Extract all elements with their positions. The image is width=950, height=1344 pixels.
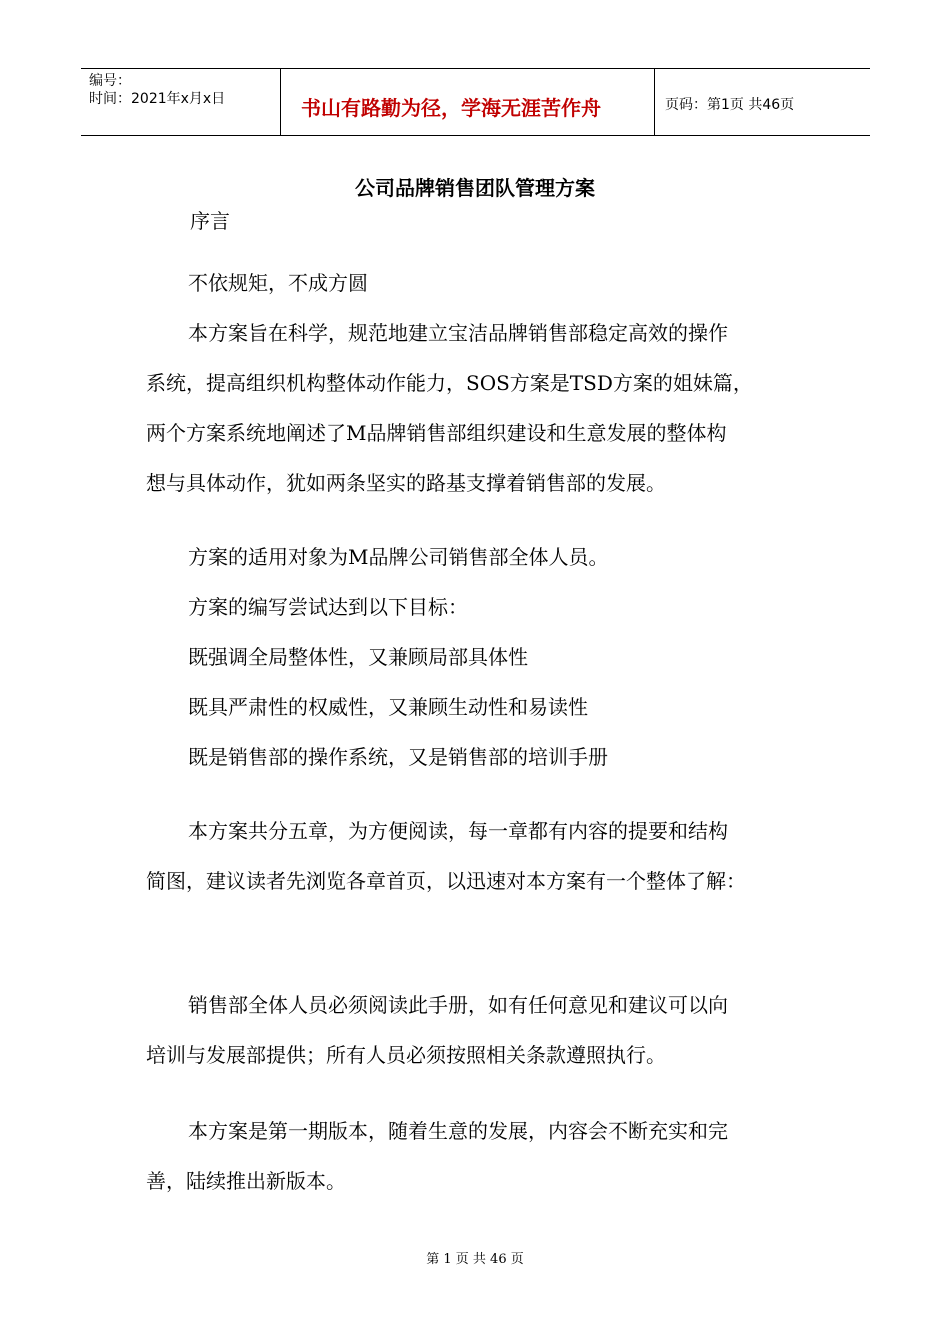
paragraph-line: 既是销售部的操作系统，又是销售部的培训手册 bbox=[188, 745, 608, 769]
paragraph-line: 想与具体动作，犹如两条坚实的路基支撑着销售部的发展。 bbox=[146, 471, 666, 495]
paragraph-line: 既具严肃性的权威性，又兼顾生动性和易读性 bbox=[188, 695, 588, 719]
header-page-label: 页码：第1页 共46页 bbox=[665, 97, 795, 113]
document-number-label: 编号： bbox=[89, 73, 131, 89]
preface-heading: 序言 bbox=[190, 209, 230, 233]
paragraph-line: 两个方案系统地阐述了M品牌销售部组织建设和生意发展的整体构 bbox=[146, 421, 727, 445]
document-time-label: 时间：2021年x月x日 bbox=[89, 91, 226, 107]
document-title: 公司品牌销售团队管理方案 bbox=[355, 176, 595, 200]
paragraph-line: 本方案是第一期版本，随着生意的发展，内容会不断充实和完 bbox=[188, 1119, 728, 1143]
header-motto: 书山有路勤为径，学海无涯苦作舟 bbox=[281, 69, 655, 135]
paragraph-line: 方案的编写尝试达到以下目标： bbox=[188, 595, 468, 619]
header-meta-cell bbox=[81, 69, 281, 135]
paragraph-line: 善，陆续推出新版本。 bbox=[146, 1169, 346, 1193]
paragraph-line: 本方案旨在科学，规范地建立宝洁品牌销售部稳定高效的操作 bbox=[188, 321, 728, 345]
header-table bbox=[81, 68, 870, 136]
paragraph-line: 培训与发展部提供；所有人员必须按照相关条款遵照执行。 bbox=[146, 1043, 666, 1067]
paragraph-line: 方案的适用对象为M品牌公司销售部全体人员。 bbox=[188, 545, 609, 569]
paragraph-line: 本方案共分五章，为方便阅读，每一章都有内容的提要和结构 bbox=[188, 819, 728, 843]
paragraph-line: 既强调全局整体性，又兼顾局部具体性 bbox=[188, 645, 528, 669]
paragraph-line: 系统，提高组织机构整体动作能力，SOS方案是TSD方案的姐妹篇， bbox=[146, 371, 753, 395]
paragraph-line: 不依规矩，不成方圆 bbox=[188, 271, 368, 295]
paragraph-line: 简图，建议读者先浏览各章首页，以迅速对本方案有一个整体了解： bbox=[146, 869, 746, 893]
paragraph-line: 销售部全体人员必须阅读此手册，如有任何意见和建议可以向 bbox=[188, 993, 728, 1017]
page-footer: 第 1 页 共 46 页 bbox=[426, 1252, 524, 1267]
